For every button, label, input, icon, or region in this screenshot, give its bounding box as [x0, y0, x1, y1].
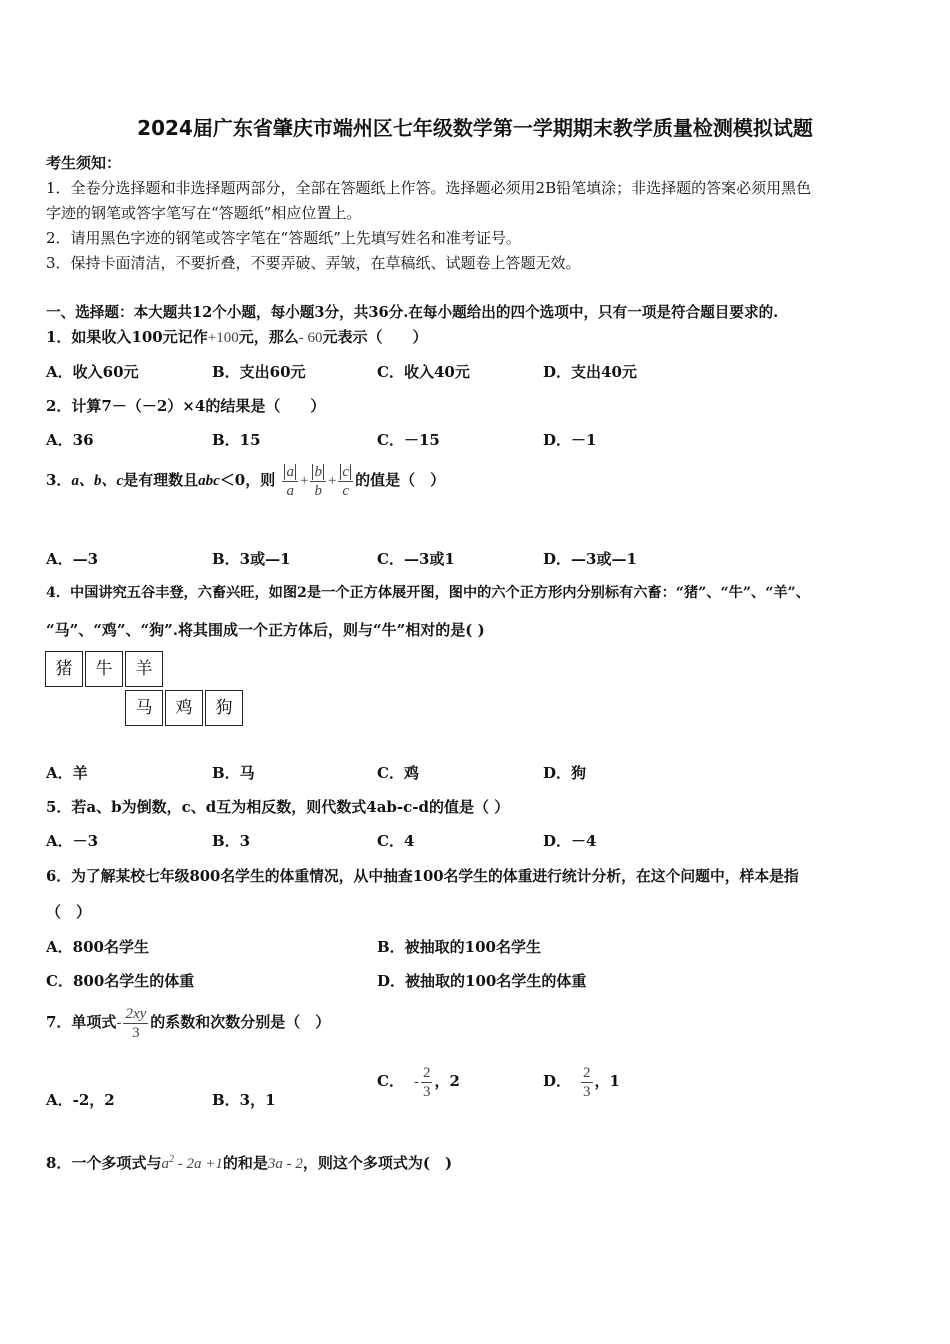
q1-math-minus60: - 60	[298, 330, 323, 346]
q6-option-c[interactable]: C．800名学生的体重	[46, 972, 195, 990]
q3-cond: ＜0，则	[219, 471, 276, 489]
question-8	[46, 1152, 452, 1173]
q2-option-d[interactable]: D．－1	[543, 431, 597, 449]
question-5: 5．若a、b为倒数，c、d互为相反数，则代数式4ab-c-d的值是（ ）	[46, 798, 510, 816]
q7-option-a[interactable]: A．-2，2	[46, 1091, 115, 1109]
notice-item-3: 3．保持卡面清洁，不要折叠，不要弄破、弄皱，在草稿纸、试题卷上答题无效。	[46, 254, 581, 272]
q4-option-a[interactable]: A．羊	[46, 764, 88, 782]
notice-item-1b: 字迹的钢笔或答字笔写在“答题纸”相应位置上。	[46, 204, 362, 222]
q7-option-c-neg: -	[413, 1074, 419, 1090]
q7-option-c-tail: ，2	[434, 1072, 460, 1090]
q1-pre: 1．如果收入100元记作	[46, 328, 208, 346]
q4-option-d[interactable]: D．狗	[543, 764, 587, 782]
q5-option-c[interactable]: C．4	[377, 832, 415, 850]
q7-option-d-fraction	[581, 1064, 593, 1101]
q7-neg: -	[116, 1015, 122, 1031]
q7-pre: 7．单项式	[46, 1013, 117, 1031]
q7-option-b[interactable]: B．3，1	[212, 1091, 276, 1109]
cube-cell-horse: 马	[125, 690, 163, 726]
q3-den-c: c	[342, 482, 350, 499]
q7-option-c-num: 2	[422, 1064, 431, 1081]
q3-abs-b: b	[314, 463, 322, 480]
q2-option-a[interactable]: A．36	[46, 431, 94, 449]
cube-cell-sheep: 羊	[125, 651, 163, 687]
q8-pre: 8．一个多项式与	[46, 1154, 162, 1172]
q4-option-c[interactable]: C．鸡	[377, 764, 419, 782]
q3-den-a: a	[286, 482, 294, 499]
q8-poly-1	[161, 1156, 222, 1172]
q5-option-a[interactable]: A．－3	[46, 832, 99, 850]
q2-option-b[interactable]: B．15	[212, 431, 261, 449]
q8-post: ，则这个多项式为( )	[302, 1154, 453, 1172]
q1-post: 元表示（ ）	[322, 328, 428, 346]
q7-option-c[interactable]	[377, 1062, 460, 1101]
q3-mid: 是有理数且	[123, 471, 199, 489]
q3-option-c[interactable]: C．—3或1	[377, 550, 455, 568]
q1-option-c[interactable]: C．收入40元	[377, 363, 470, 381]
q3-fraction-b	[310, 463, 326, 500]
q1-mid: 元，那么	[238, 328, 299, 346]
question-6-line-2: （ ）	[46, 903, 92, 921]
q1-option-a[interactable]: A．收入60元	[46, 363, 139, 381]
question-4-line-2: “马”、“鸡”、“狗”.将其围成一个正方体后，则与“牛”相对的是( )	[46, 621, 485, 639]
q3-plus-1: +	[299, 473, 309, 489]
q3-option-d[interactable]: D．—3或—1	[543, 550, 637, 568]
section-heading: 一、选择题：本大题共12个小题，每小题3分，共36分.在每小题给出的四个选项中，只有一项是符合题目要求的.	[46, 304, 779, 321]
notice-heading: 考生须知：	[46, 154, 122, 172]
question-4-line-1: 4．中国讲究五谷丰登，六畜兴旺，如图2是一个正方体展开图，图中的六个正方形内分别标有六畜：“猪”、“牛”、“羊”、	[46, 585, 810, 601]
q4-option-b[interactable]: B．马	[212, 764, 255, 782]
q3-plus-2: +	[327, 473, 337, 489]
q7-num: 2xy	[125, 1005, 147, 1022]
q1-math-plus100: +100	[207, 330, 239, 346]
q7-den: 3	[132, 1024, 140, 1041]
question-7	[46, 1003, 330, 1042]
q3-option-b[interactable]: B．3或—1	[212, 550, 291, 568]
q8-poly-1-exp: 2	[168, 1154, 174, 1165]
q3-abs-c: c	[342, 463, 350, 480]
q7-option-d-tail: ，1	[594, 1072, 620, 1090]
q3-option-a[interactable]: A．—3	[46, 550, 99, 568]
q3-fraction-c	[338, 463, 353, 500]
q1-option-d[interactable]: D．支出40元	[543, 363, 637, 381]
q7-option-d-den: 3	[583, 1083, 591, 1100]
q3-abs-a: a	[286, 463, 294, 480]
q7-option-d-label: D．	[543, 1072, 572, 1090]
question-6-line-1: 6．为了解某校七年级800名学生的体重情况，从中抽查100名学生的体重进行统计分析，在这个问题中，样本是指	[46, 868, 799, 885]
page-title: 2024届广东省肇庆市端州区七年级数学第一学期期末教学质量检测模拟试题	[137, 116, 813, 140]
q7-option-c-fraction	[421, 1064, 433, 1101]
q7-option-d-num: 2	[583, 1064, 591, 1081]
q3-post: 的值是（ ）	[355, 471, 446, 489]
q7-post: 的系数和次数分别是（ ）	[150, 1013, 331, 1031]
q6-option-d[interactable]: D．被抽取的100名学生的体重	[377, 972, 587, 990]
cube-cell-dog: 狗	[205, 690, 243, 726]
cube-cell-chicken: 鸡	[165, 690, 203, 726]
q2-option-c[interactable]: C．－15	[377, 431, 440, 449]
cube-cell-ox: 牛	[85, 651, 123, 687]
q5-option-d[interactable]: D．－4	[543, 832, 597, 850]
q3-den-b: b	[314, 482, 322, 499]
question-1	[46, 326, 428, 347]
q7-option-c-label: C．	[377, 1072, 404, 1090]
q8-mid: 的和是	[222, 1154, 268, 1172]
q3-pre: 3．	[46, 471, 72, 489]
q3-fraction-a	[282, 463, 298, 500]
q8-poly-1-rest: - 2a +1	[173, 1156, 223, 1172]
q6-option-a[interactable]: A．800名学生	[46, 938, 149, 956]
q3-abc: abc	[198, 473, 220, 489]
q7-option-c-den: 3	[422, 1083, 431, 1100]
q8-poly-1-a: a	[161, 1156, 169, 1172]
q1-option-b[interactable]: B．支出60元	[212, 363, 306, 381]
q3-vars: a、b、c	[71, 473, 124, 489]
notice-item-2: 2．请用黑色字迹的钢笔或答字笔在“答题纸”上先填写姓名和准考证号。	[46, 229, 521, 247]
cube-cell-pig: 猪	[45, 651, 83, 687]
q7-fraction	[123, 1005, 148, 1042]
notice-item-1a: 1．全卷分选择题和非选择题两部分，全部在答题纸上作答。选择题必须用2B铅笔填涂；非选择题的答案必须用黑色	[46, 179, 812, 197]
q5-option-b[interactable]: B．3	[212, 832, 251, 850]
q6-option-b[interactable]: B．被抽取的100名学生	[377, 938, 541, 956]
q8-poly-2: 3a - 2	[267, 1156, 303, 1172]
question-2: 2．计算7－（－2）×4的结果是（ ）	[46, 397, 326, 415]
question-3	[46, 462, 445, 500]
q7-option-d[interactable]	[543, 1062, 620, 1101]
